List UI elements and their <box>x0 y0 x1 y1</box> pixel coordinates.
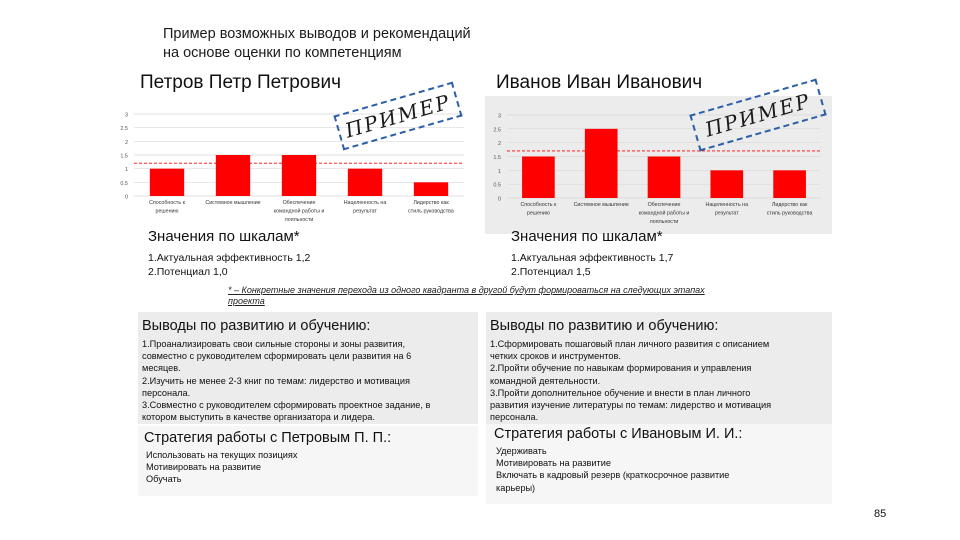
left-conclusions-heading: Выводы по развитию и обучению: <box>142 318 371 334</box>
right-conclusion-line: командной деятельности. <box>490 375 601 386</box>
right-strategy-item: Мотивировать на развитие <box>496 458 611 469</box>
right-scale-2: 2.Потенциал 1,5 <box>511 266 591 278</box>
left-scale-2: 2.Потенциал 1,0 <box>148 266 228 278</box>
right-conclusions-block <box>486 312 832 424</box>
slide-title-line1: Пример возможных выводов и рекомендаций <box>163 26 471 42</box>
left-conclusion-line: котором выступить в качестве организатора и лидера. <box>142 412 375 423</box>
y-tick-label: 0 <box>124 194 128 201</box>
left-strategy-block <box>138 426 478 496</box>
left-stamp-text: ПРИМЕР <box>342 89 454 143</box>
left-scale-1: 1.Актуальная эффективность 1,2 <box>148 252 311 264</box>
left-conclusion-line: персонала. <box>142 387 191 398</box>
left-conclusion-line: 2.Изучить не менее 2-3 книг по темам: лидерство и мотивация <box>142 375 410 386</box>
x-category-label: Способность к решению <box>520 202 557 217</box>
left-strategy-item: Обучать <box>146 474 182 485</box>
slide-title-line2: на основе оценки по компетенциям <box>163 45 402 61</box>
right-conclusions-heading: Выводы по развитию и обучению: <box>490 318 719 334</box>
x-category-label: Обеспечение командной работы и лояльности <box>638 202 690 225</box>
right-conclusion-line: 1.Сформировать пошаговый план личного развития с описанием <box>490 339 770 349</box>
footnote-line1: * – Конкретные значения перехода из одного квадранта в другой будут формироваться на следующих этапах <box>228 285 705 295</box>
chart-bar <box>150 169 184 196</box>
right-strategy-item: Удерживать <box>496 446 547 456</box>
right-strategy-block <box>486 424 832 504</box>
y-tick-label: 2 <box>124 139 128 146</box>
right-strategy-item: Включать в кадровый резерв (краткосрочное развитие <box>496 470 730 481</box>
y-tick-label: 2 <box>497 141 501 148</box>
right-strategy-heading: Стратегия работы с Ивановым И. И.: <box>494 426 743 442</box>
right-stamp-text: ПРИМЕР <box>702 88 814 142</box>
right-conclusions-text <box>490 338 771 423</box>
left-conclusions-block <box>138 312 478 424</box>
left-strategy-item: Использовать на текущих позициях <box>146 450 298 460</box>
right-person-name: Иванов Иван Иванович <box>496 72 703 93</box>
y-tick-label: 0.5 <box>493 182 501 189</box>
chart-bar <box>216 155 250 196</box>
y-tick-label: 3 <box>497 113 501 120</box>
right-strategy-list <box>496 445 729 494</box>
left-strategy-item: Мотивировать на развитие <box>146 462 261 473</box>
y-tick-label: 2.5 <box>493 127 501 134</box>
chart-bar <box>414 182 448 196</box>
left-strategy-list <box>146 449 297 486</box>
right-conclusion-line: 2.Пройти обучение по навыкам формирования и управления <box>490 363 752 374</box>
left-conclusion-line: совместно с руководителем сформировать цели развития на 6 <box>142 351 412 362</box>
y-tick-label: 1.5 <box>493 155 501 161</box>
x-category-label: Нацеленность на результат <box>705 202 749 217</box>
y-tick-label: 2.5 <box>120 126 128 133</box>
chart-bar <box>282 155 316 196</box>
chart-bar <box>710 170 743 198</box>
x-category-label: Системное мышление <box>205 200 261 206</box>
y-tick-label: 0 <box>497 196 501 203</box>
left-conclusion-line: 1.Проанализировать свои сильные стороны и зоны развития, <box>142 339 406 349</box>
x-category-label: Обеспечение командной работы и лояльности <box>273 200 325 223</box>
left-conclusion-line: 3.Совместно с руководителем сформировать проектное задание, в <box>142 400 431 411</box>
left-strategy-heading: Стратегия работы с Петровым П. П.: <box>144 430 392 446</box>
x-category-label: Способность к решению <box>149 200 185 215</box>
right-conclusion-line: четких сроков и инструментов. <box>490 351 621 362</box>
slide-title <box>163 25 471 63</box>
left-person-name: Петров Петр Петрович <box>140 72 341 93</box>
chart-bar <box>522 157 555 199</box>
footnote <box>228 285 705 307</box>
y-tick-label: 1 <box>124 167 128 174</box>
y-tick-label: 1 <box>497 168 501 175</box>
x-category-label: Лидерство как стиль руководства <box>766 202 813 217</box>
chart-bar <box>773 170 806 198</box>
y-tick-label: 3 <box>124 112 128 119</box>
right-conclusion-line: персонала. <box>490 412 539 423</box>
right-conclusion-line: развития изучение литературы по темам: лидерство и мотивация <box>490 400 772 411</box>
right-scales-heading: Значения по шкалам* <box>511 228 663 245</box>
footnote-line2: проекта <box>228 296 265 306</box>
page-number: 85 <box>874 508 887 520</box>
chart-bar <box>348 169 382 196</box>
chart-bar <box>648 157 681 199</box>
left-scales-heading: Значения по шкалам* <box>148 228 300 245</box>
y-tick-label: 0.5 <box>120 180 128 187</box>
x-category-label: Системное мышление <box>573 202 629 208</box>
right-strategy-item: карьеры) <box>496 482 536 493</box>
right-conclusion-line: 3.Пройти дополнительное обучение и внести в план личного <box>490 387 751 398</box>
x-category-label: Лидерство как стиль руководства <box>408 200 454 215</box>
left-conclusions-text <box>142 338 430 423</box>
x-category-label: Нацеленность на результат <box>343 200 387 215</box>
right-scale-1: 1.Актуальная эффективность 1,7 <box>511 252 674 264</box>
y-tick-label: 1.5 <box>120 153 128 160</box>
chart-bar <box>585 129 618 198</box>
left-conclusion-line: месяцев. <box>142 363 181 374</box>
